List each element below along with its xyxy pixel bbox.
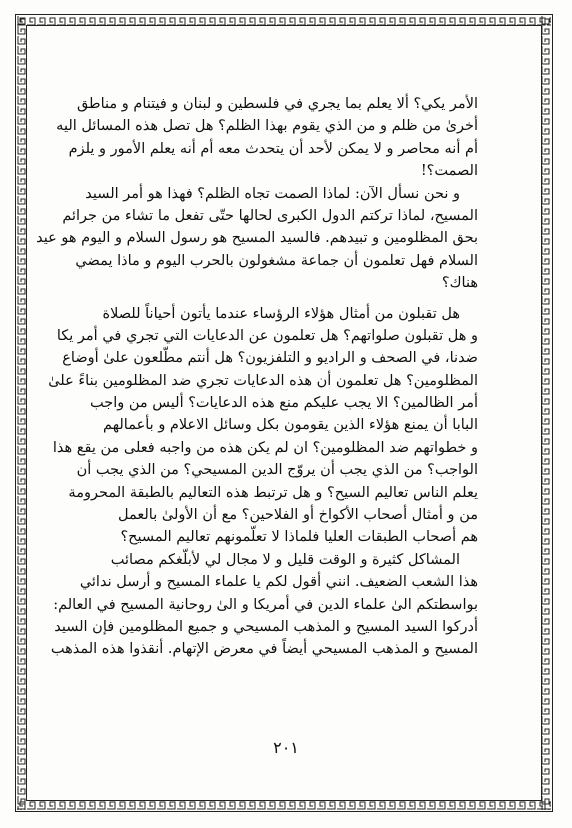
border-ornament-right <box>541 16 551 810</box>
text-line: هل تقبلون من أمثال هؤلاء الرؤساء عندما يأتون أحياناً للصلاة <box>102 305 460 322</box>
border-ornament-bottom <box>17 800 551 810</box>
text-line: الصمت؟! <box>420 163 478 180</box>
text-line: بواسطتكم الىٰ علماء الدين في أمريكا و الىٰ روحانية المسيح في العالم: <box>53 596 478 613</box>
text-line: من و أمثال أصحاب الأكواخ أو الفلاحين؟ مع أن الأولىٰ بالعمل <box>118 507 478 524</box>
text-line: بحق المظلومين و تبيدهم. فالسيد المسيح هو رسول السلام و اليوم هو عيد <box>36 230 478 247</box>
text-line: الواجب؟ من الذي يجب أن يروّج الدين المسيحي؟ من الذي يجب أن <box>76 462 478 479</box>
paragraph-2 <box>36 183 478 295</box>
text-line: المشاكل كثيرة و الوقت قليل و لا مجال لي لأبلّغكم مصائب <box>110 551 460 568</box>
paragraph-4 <box>50 549 478 661</box>
text-line: الأمر يكي؟ ألا يعلم بما يجري في فلسطين و لبنان و فيتنام و مناطق <box>76 96 478 112</box>
page-body-text <box>36 93 478 661</box>
paragraph-3 <box>48 303 478 549</box>
text-line: و نحن نسأل الآن: لماذا الصمت تجاه الظلم؟ فهذا هو أمر السيد <box>85 185 460 202</box>
border-ornament-left <box>17 16 27 810</box>
text-line: أمر الظالمين؟ الا يجب عليكم منع هذه الدعايات؟ أليس من واجب <box>90 395 478 412</box>
text-line: هم أصحاب الطبقات العليا فلماذا لا تعلّمونهم تعاليم المسيح؟ <box>120 529 478 546</box>
text-line: أدركوا السيد المسيح و المذهب المسيحي و جميع المظلومين فإن السيد <box>54 618 478 635</box>
text-line: يعلم الناس تعاليم السيح؟ و هل ترتبط هذه التعاليم بالطبقة المحرومة <box>68 484 478 501</box>
text-line: هذا الشعب الضعيف. انني أقول لكم يا علماء المسيح و أرسل ندائي <box>79 574 478 591</box>
text-line: المظلومين؟ هل تعلمون أن هذه الدعايات تجري ضد المظلومين بناءً علىٰ <box>48 372 478 389</box>
text-line: ضدنا، في الصحف و الراديو و التلفزيون؟ هل أنتم مطّلعون علىٰ أوضاع <box>62 350 478 367</box>
text-line: و خطواتهم ضد المظلومين؟ ان لم يكن هذه من واجبه فعلى من يقع هذا <box>52 439 478 456</box>
page-number: ٢٠١ <box>273 738 299 757</box>
text-line: و هل تقبلون صلواتهم؟ هل تعلمون عن الدعايات التي تجري في أمر يكا <box>56 327 478 344</box>
text-line: المسيح و المذهب المسيحي أيضاً في معرض الإتهام. أنقذوا هذه المذهب <box>50 641 478 658</box>
text-line: هناك؟ <box>441 275 478 292</box>
text-line: البابا أن يمنع هؤلاء الذين يقومون بكل وسائل الاعلام و بأعمالهم <box>103 417 478 434</box>
paragraph-1 <box>56 93 478 183</box>
text-line: السلام فهل تعلمون أن جماعة مشغولون بالحرب اليوم و ماذا يمضي <box>75 252 478 269</box>
text-line: أخرىٰ من ظلم و من الذي يقوم بهذا الظلم؟ هل تصل هذه المسائل اليه <box>56 118 478 135</box>
text-line: أم أنه محاصر و لا يمكن لأحد أن يتحدث معه أم أنه يعلم الأمور و يلزم <box>68 140 478 157</box>
border-ornament-top <box>17 16 551 26</box>
text-line: المسيح، لماذا تركتم الدول الكبرى لحالها حتّى تفعل ما تشاء من جرائم <box>62 207 478 224</box>
